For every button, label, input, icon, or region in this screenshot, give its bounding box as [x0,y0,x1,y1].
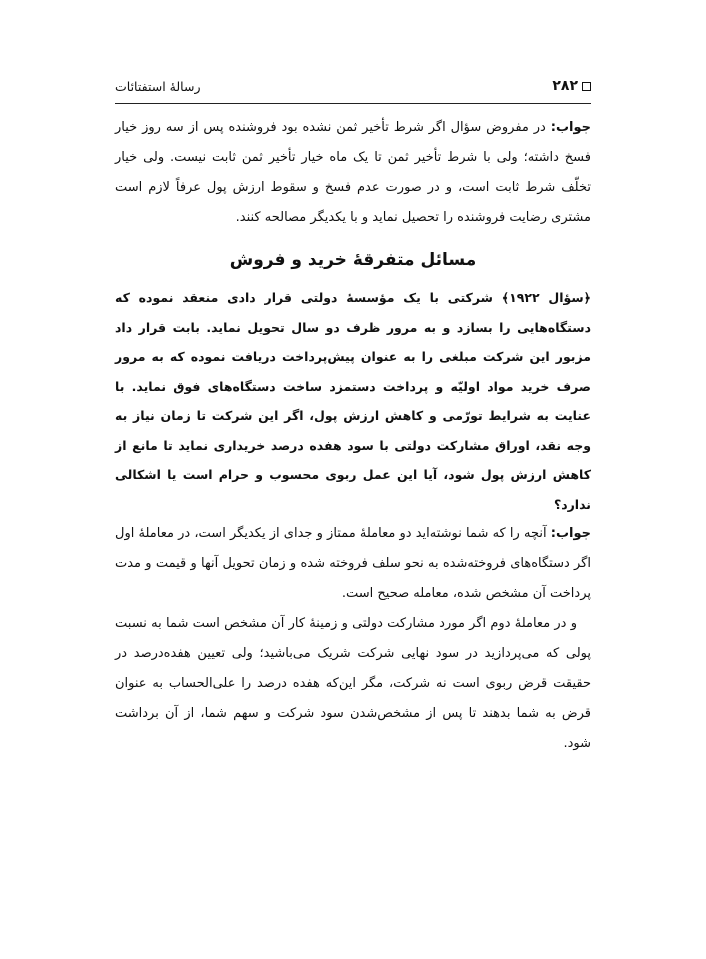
answer-paragraph-3 [115,609,591,759]
page-body [115,113,591,759]
question-label: ﴿سؤال ١٩٢٢﴾ [501,290,592,305]
page-header [115,78,591,100]
answer-text: آنچه را که شما نوشته‌اید دو معاملهٔ ممتاز و جدای از یکدیگر است، در معاملهٔ اول اگر دستگاه‌های فروخته‌شده به نحو سلف فروخته شده و زمان تحویل آنها و قیمت و مدت پرداخت آن مشخص شده، معامله صحیح است. [115,526,591,601]
answer-label: جواب: [550,526,591,541]
answer-label: جواب: [550,120,591,135]
answer-text: و در معاملهٔ دوم اگر مورد مشارکت دولتی و زمینهٔ کار آن مشخص است شما به نسبت پولی که می‌پردازید در سود نهایی شرکت شریک می‌باشید؛ ولی تعیین هفده‌درصد در حقیقت قرض ربوی است نه شرکت، مگر این‌که هفده درصد را علی‌الحساب به عنوان قرض به شما بدهند تا پس از مشخص‌شدن سود شرکت و سهم شما، از آن برداشت شود. [115,616,591,751]
page-number-text: ٢٨٢ [552,78,578,94]
square-bullet-icon [582,82,591,91]
question-paragraph [115,283,591,519]
answer-paragraph-2 [115,519,591,609]
page-number [552,78,591,94]
question-text: شرکتی با یک مؤسسهٔ دولتی قرار دادی منعقد نموده که دستگاه‌هایی را بسازد و به مرور ظرف دو سال تحویل نماید. بابت قرار داد مزبور این شرکت مبلغی را به عنوان پیش‌پرداخت دریافت نموده که به مرور صرف خرید مواد اولیّه و پرداخت دستمزد ساخت دستگاه‌های فوق نماید. با عنایت به شرایط تورّمی و کاهش ارزش پول، اگر این شرکت تا زمان نیاز به وجه نقد، اوراق مشارکت دولتی با سود هفده درصد خریداری نماید تا مانع از کاهش ارزش پول شود، آیا این عمل ربوی محسوب و حرام است یا اشکالی ندارد؟ [115,290,591,512]
running-title: رسالهٔ استفتائات [115,79,201,94]
section-title: مسائل متفرقهٔ خرید و فروش [229,250,477,270]
answer-paragraph-1 [115,113,591,233]
header-divider [115,103,591,104]
answer-text: در مفروض سؤال اگر شرط تأخیر ثمن نشده بود فروشنده پس از سه روز خیار فسخ داشته؛ ولی با شرط تأخیر ثمن تا یک ماه خیار تأخیر ثمن ثابت نیست. ولی خیار تخلّف شرط ثابت است، و در صورت عدم فسخ و سقوط ارزش پول عرفاً لازم است مشتری رضایت فروشنده را تحصیل نماید و با یکدیگر مصالحه کنند. [115,120,591,225]
